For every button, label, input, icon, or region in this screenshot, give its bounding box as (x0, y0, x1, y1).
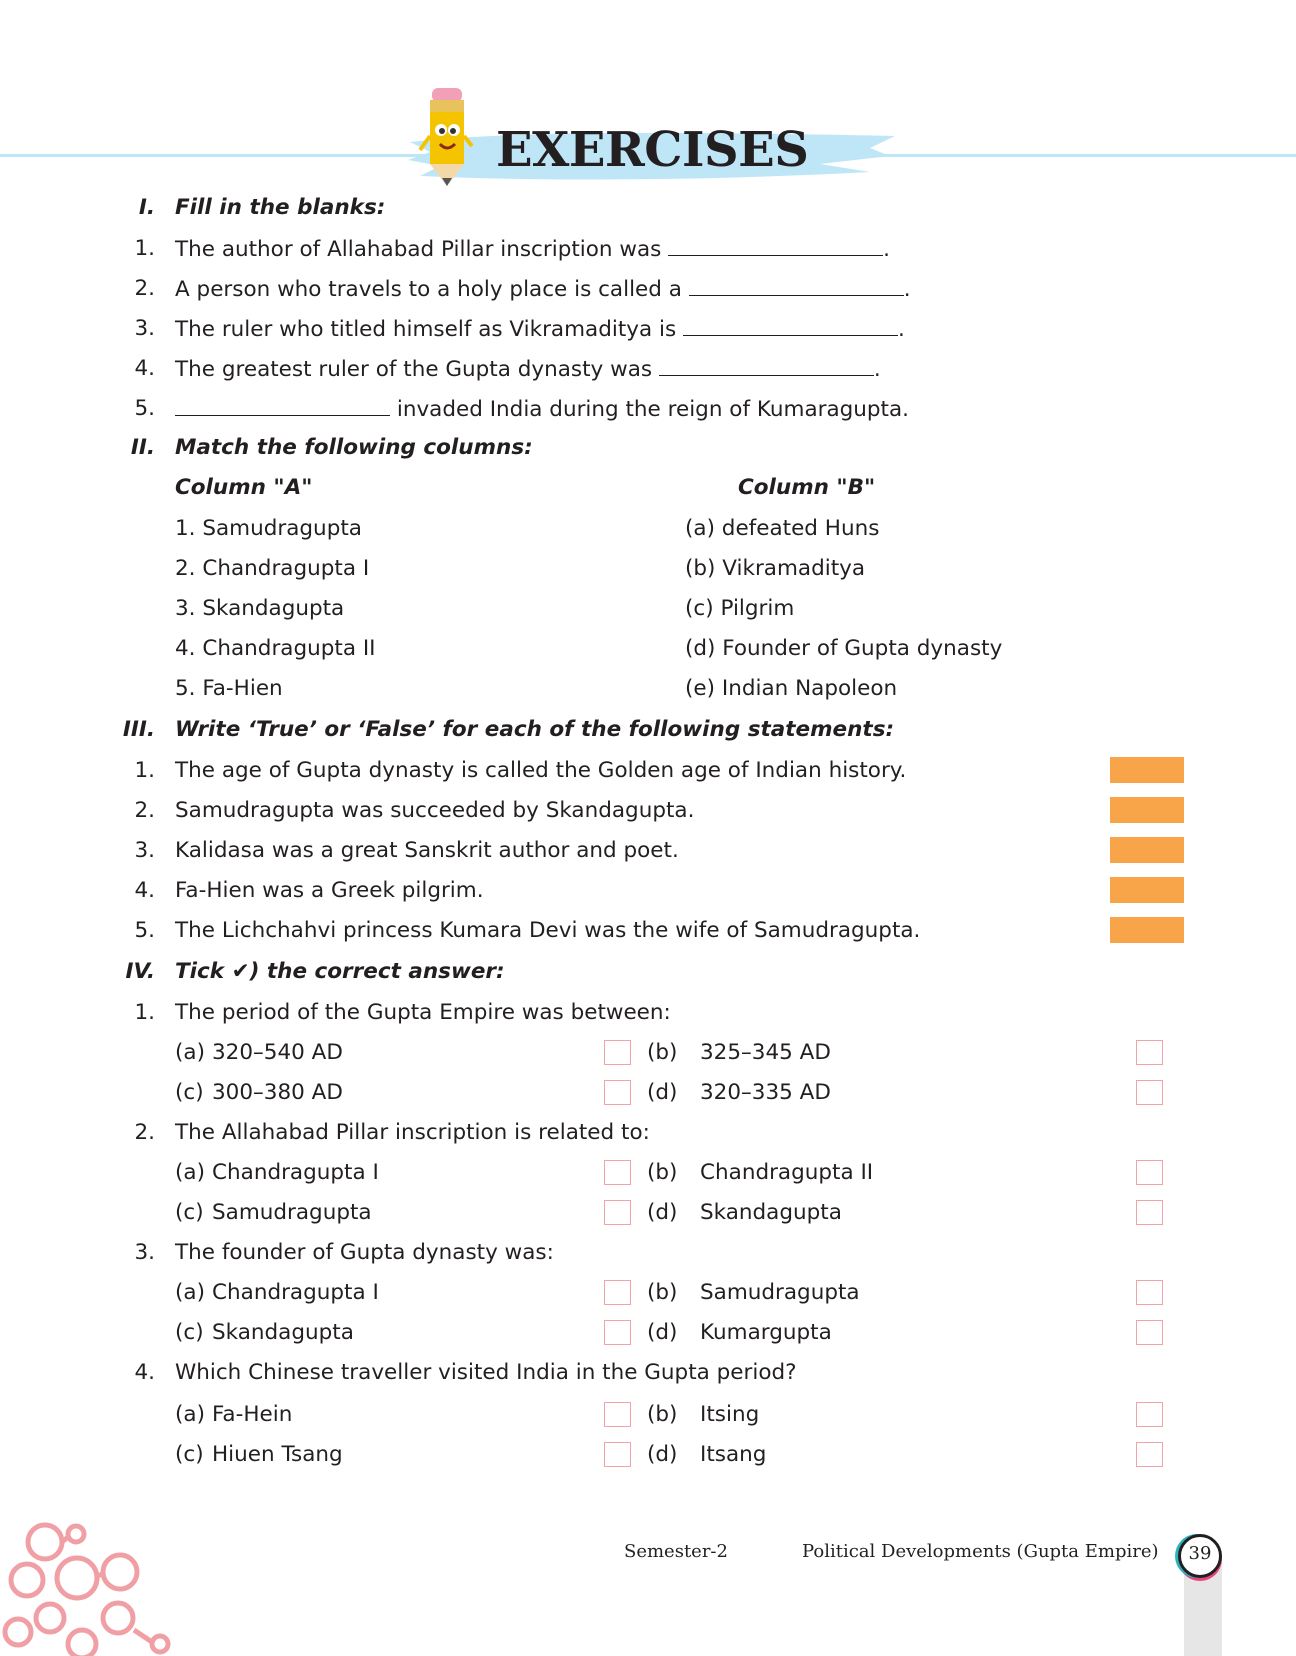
statement-4-text: Fa-Hien was a Greek pilgrim. (175, 878, 484, 903)
checkbox[interactable] (1136, 1040, 1163, 1065)
column-b-item: (b) Vikramaditya (685, 556, 866, 581)
option-text: 320–335 AD (700, 1080, 831, 1105)
option-text: Fa-Hein (212, 1402, 293, 1427)
checkbox[interactable] (1136, 1080, 1163, 1105)
checkbox[interactable] (604, 1080, 631, 1105)
blank-4-line[interactable] (659, 355, 874, 376)
decorative-circles (0, 1520, 180, 1656)
option-text: 300–380 AD (212, 1080, 343, 1105)
question-3-text: The founder of Gupta dynasty was: (175, 1240, 554, 1265)
option-text: 320–540 AD (212, 1040, 343, 1065)
statement-3-number: 3. (134, 838, 155, 863)
statement-5-number: 5. (134, 918, 155, 943)
question-1-text: The period of the Gupta Empire was between: (175, 1000, 671, 1025)
blank-2-text: A person who travels to a holy place is called a . (175, 277, 911, 302)
checkbox[interactable] (1136, 1200, 1163, 1225)
column-a-item: 2. Chandragupta I (175, 556, 370, 581)
blank-1-line[interactable] (668, 235, 883, 256)
blank-2-number: 2. (134, 276, 155, 301)
option-letter: (a) (175, 1040, 205, 1065)
checkbox[interactable] (1136, 1160, 1163, 1185)
column-b-item: (e) Indian Napoleon (685, 676, 898, 701)
checkbox[interactable] (1136, 1402, 1163, 1427)
question-4-text: Which Chinese traveller visited India in the Gupta period? (175, 1360, 797, 1385)
question-2-number: 2. (134, 1120, 155, 1145)
statement-2-text: Samudragupta was succeeded by Skandagupta. (175, 798, 695, 823)
option-letter: (a) (175, 1280, 205, 1305)
option-text: Samudragupta (212, 1200, 372, 1225)
statement-4-number: 4. (134, 878, 155, 903)
blank-4-number: 4. (134, 356, 155, 381)
section-2-numeral: II. (130, 435, 155, 460)
option-text: Chandragupta I (212, 1160, 379, 1185)
statement-1-text: The age of Gupta dynasty is called the Golden age of Indian history. (175, 758, 907, 783)
checkbox[interactable] (604, 1280, 631, 1305)
column-b-item: (c) Pilgrim (685, 596, 795, 621)
section-2-heading: Match the following columns: (175, 435, 533, 460)
column-b-header: Column "B" (738, 475, 876, 500)
column-b-item: (d) Founder of Gupta dynasty (685, 636, 1003, 661)
column-a-item: 1. Samudragupta (175, 516, 362, 541)
option-letter: (b) (647, 1402, 678, 1427)
option-letter: (c) (175, 1080, 204, 1105)
blank-2-line[interactable] (689, 275, 904, 296)
option-letter: (c) (175, 1200, 204, 1225)
option-letter: (b) (647, 1280, 678, 1305)
section-3-numeral: III. (122, 717, 155, 742)
footer-chapter: Political Developments (Gupta Empire) (802, 1541, 1159, 1562)
option-letter: (a) (175, 1160, 205, 1185)
option-letter: (c) (175, 1442, 204, 1467)
question-4-number: 4. (134, 1360, 155, 1385)
section-1-numeral: I. (138, 195, 155, 220)
answer-box-1[interactable] (1110, 757, 1184, 783)
checkbox[interactable] (1136, 1320, 1163, 1345)
option-letter: (d) (647, 1320, 678, 1345)
option-text: Kumargupta (700, 1320, 832, 1345)
option-letter: (d) (647, 1442, 678, 1467)
answer-box-3[interactable] (1110, 837, 1184, 863)
blank-4-text: The greatest ruler of the Gupta dynasty was . (175, 357, 881, 382)
option-text: Chandragupta II (700, 1160, 874, 1185)
column-a-header: Column "A" (175, 475, 313, 500)
option-text: Chandragupta I (212, 1280, 379, 1305)
blank-5-number: 5. (134, 396, 155, 421)
pencil-mascot-icon (418, 86, 474, 190)
checkbox[interactable] (604, 1160, 631, 1185)
column-a-item: 4. Chandragupta II (175, 636, 376, 661)
option-letter: (d) (647, 1200, 678, 1225)
page-title: EXERCISES (496, 122, 809, 178)
checkbox[interactable] (604, 1402, 631, 1427)
checkbox[interactable] (604, 1040, 631, 1065)
option-text: 325–345 AD (700, 1040, 831, 1065)
blank-5-text: invaded India during the reign of Kumaragupta. (175, 395, 909, 424)
statement-5-text: The Lichchahvi princess Kumara Devi was the wife of Samudragupta. (175, 918, 921, 943)
blank-3-number: 3. (134, 316, 155, 341)
option-letter: (b) (647, 1040, 678, 1065)
option-letter: (c) (175, 1320, 204, 1345)
blank-3-line[interactable] (683, 315, 898, 336)
statement-1-number: 1. (134, 758, 155, 783)
question-3-number: 3. (134, 1240, 155, 1265)
question-2-text: The Allahabad Pillar inscription is related to: (175, 1120, 650, 1145)
section-3-heading: Write ‘True’ or ‘False’ for each of the following statements: (175, 717, 895, 742)
statement-2-number: 2. (134, 798, 155, 823)
blank-5-line[interactable] (175, 395, 390, 416)
option-text: Itsing (700, 1402, 760, 1427)
answer-box-5[interactable] (1110, 917, 1184, 943)
checkbox[interactable] (604, 1442, 631, 1467)
page-number: 39 (1188, 1543, 1212, 1564)
option-letter: (b) (647, 1160, 678, 1185)
checkbox[interactable] (604, 1200, 631, 1225)
answer-box-4[interactable] (1110, 877, 1184, 903)
option-letter: (a) (175, 1402, 205, 1427)
option-text: Hiuen Tsang (212, 1442, 343, 1467)
blank-1-text: The author of Allahabad Pillar inscription was . (175, 237, 891, 262)
section-1-heading: Fill in the blanks: (175, 195, 386, 220)
column-a-item: 3. Skandagupta (175, 596, 345, 621)
question-1-number: 1. (134, 1000, 155, 1025)
answer-box-2[interactable] (1110, 797, 1184, 823)
column-b-item: (a) defeated Huns (685, 516, 880, 541)
section-4-numeral: IV. (125, 959, 155, 984)
column-a-item: 5. Fa-Hien (175, 676, 283, 701)
option-text: Skandagupta (212, 1320, 354, 1345)
footer-semester: Semester-2 (624, 1541, 728, 1562)
blank-3-text: The ruler who titled himself as Vikramaditya is . (175, 317, 905, 342)
option-text: Skandagupta (700, 1200, 842, 1225)
option-letter: (d) (647, 1080, 678, 1105)
checkbox[interactable] (1136, 1280, 1163, 1305)
option-text: Samudragupta (700, 1280, 860, 1305)
blank-1-number: 1. (134, 236, 155, 261)
statement-3-text: Kalidasa was a great Sanskrit author and poet. (175, 838, 679, 863)
section-4-heading: Tick ✔) the correct answer: (175, 959, 505, 984)
option-text: Itsang (700, 1442, 767, 1467)
checkbox[interactable] (604, 1320, 631, 1345)
checkbox[interactable] (1136, 1442, 1163, 1467)
